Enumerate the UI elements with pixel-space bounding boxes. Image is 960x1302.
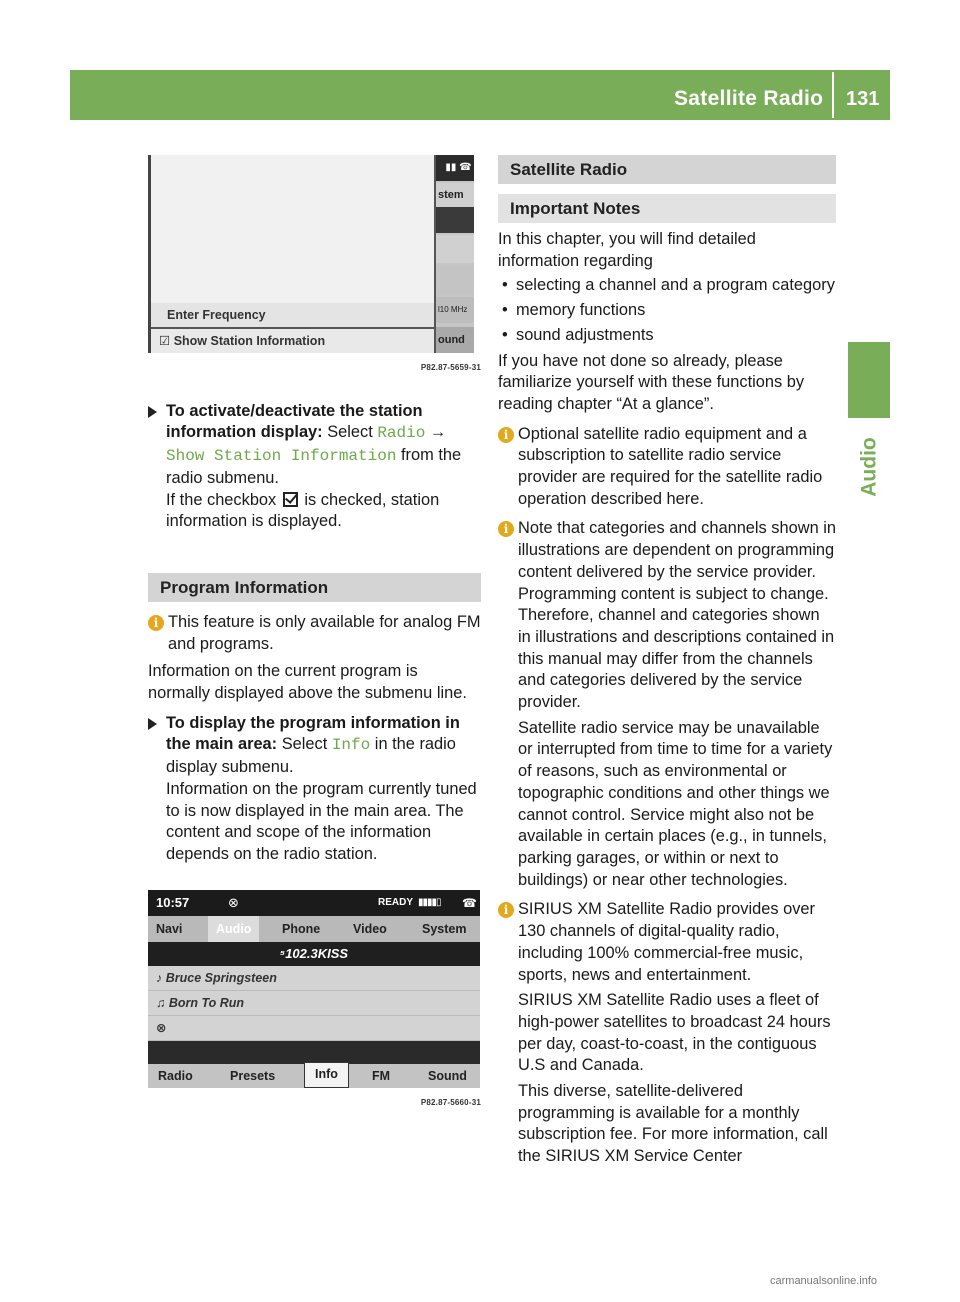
info-icon: i [148, 615, 164, 631]
info-note: i Note that categories and channels shown in illustrations are dependent on programming content delivered by the service provider. Programming content is subject to change. Therefore, channel and categories shown in illustrations and descriptions contained in this manual may differ from the channels and categories delivered by the service provider. Satellite radio service may be unavailable or interrupted from time to time for a variety of reasons, such as environmental or topographic conditions and other things we cannot control. Service might also not be available in certain places (e.g., in tunnels, parking garages, or within or next to buildings) or near other technologies. [498, 518, 836, 891]
screen-gap [148, 1041, 480, 1064]
screenshot-program-info [148, 890, 481, 1114]
code-show-station-information: Show Station Information [166, 447, 397, 466]
submenu [148, 1064, 480, 1088]
menu-navi: Navi [156, 921, 183, 936]
page-number: 131 [846, 88, 880, 110]
menu-row-enter-frequency: Enter Frequency [151, 303, 434, 327]
header-separator [832, 72, 834, 118]
screen-radio-submenu [148, 155, 474, 353]
menu-item-frequency: l10 MHz [436, 297, 474, 323]
menu-item-blank [436, 235, 474, 263]
list-item: • memory functions [498, 300, 836, 322]
list-item: • selecting a channel and a program category [498, 275, 836, 297]
menu-item-system: stem [436, 183, 474, 207]
right-column [498, 155, 836, 1168]
code-radio: Radio [377, 424, 426, 443]
main-menu [148, 916, 480, 942]
menu-audio: Audio [208, 916, 259, 942]
gps-icon: ⊗ [228, 894, 239, 910]
side-label: Audio [858, 437, 882, 497]
footer-watermark: carmanualsonline.info [770, 1275, 878, 1287]
code-info: Info [331, 736, 371, 755]
step-display-program-info: To display the program information in the main area: Select Info in the radio display submenu. Information on the program currently tuned to is now displayed in the main area. The content and scope of the information depends on the radio station. [148, 713, 481, 866]
info-note: i Optional satellite radio equipment and a subscription to satellite radio service provider are required for the satellite radio operation described here. [498, 424, 836, 511]
submenu-presets: Presets [230, 1068, 276, 1083]
submenu-info: Info [304, 1062, 349, 1088]
section-important-notes: Important Notes [498, 194, 836, 223]
checkbox-icon: ☑ [159, 334, 171, 348]
section-satellite-radio: Satellite Radio [498, 155, 836, 184]
info-icon: i [498, 427, 514, 443]
station-name: ⁵102.3KISS [148, 942, 480, 966]
paragraph: In this chapter, you will find detailed information regarding [498, 230, 756, 270]
info-icon: i [498, 521, 514, 537]
submenu-radio: Radio [158, 1068, 193, 1083]
step-arrow-icon [148, 406, 157, 418]
ready-status: READY [378, 896, 414, 908]
screen-right-menu [434, 155, 474, 353]
artist-line: ♪ Bruce Springsteen [148, 966, 480, 991]
list-item: • sound adjustments [498, 325, 836, 347]
info-note: i SIRIUS XM Satellite Radio provides over 130 channels of digital-quality radio, including 100% commercial-free music, sports, news and entertainment. SIRIUS XM Satellite Radio uses a fleet of high-power satellites to broadcast 24 hours per day, coast-to-coast, in the contiguous U.S and Canada. This diverse, satellite-delivered programming is available for a monthly subscription fee. For more information, call the SIRIUS XM Service Center [498, 899, 836, 1167]
menu-system: System [422, 921, 467, 936]
step-activate-station-info: To activate/deactivate the station information display: Select Radio → Show Station Information from the radio submenu. If the checkbox is checked, station information is displayed. [148, 401, 481, 533]
paragraph: If you have not done so already, please familiarize yourself with these functions by reading chapter “At a glance”. [498, 351, 805, 413]
screen-audio-radio [148, 890, 480, 1088]
menu-item-blank [436, 265, 474, 295]
status-bar [148, 890, 480, 916]
section-program-information: Program Information [148, 573, 481, 602]
signal-bars-icon: ▮▮▮▮▯ [418, 896, 441, 908]
left-column [148, 155, 481, 1113]
screen-panel [151, 155, 434, 327]
figure-caption: P82.87-5660-31 [420, 1097, 481, 1107]
info-icon: i [498, 902, 514, 918]
menu-video: Video [353, 921, 387, 936]
status-icons: ▮▮ ☎ [436, 155, 474, 181]
submenu-fm: FM [372, 1068, 391, 1083]
step-arrow-icon [148, 718, 157, 730]
submenu-sound: Sound [428, 1068, 467, 1083]
paragraph: Information on the current program is normally displayed above the submenu line. [148, 662, 467, 703]
figure-caption: P82.87-5659-31 [420, 363, 481, 372]
info-note: i This feature is only available for analog FM and programs. [148, 612, 481, 655]
phone-icon: ☎ [462, 895, 477, 910]
clock: 10:57 [156, 894, 190, 910]
side-tab [848, 342, 890, 418]
menu-item-blank [436, 207, 474, 233]
screenshot-station-info [148, 155, 481, 379]
header-title: Satellite Radio [674, 87, 824, 110]
extra-line: ⊗ [148, 1016, 480, 1041]
checkbox-checked-icon [283, 492, 298, 507]
menu-row-show-station-info: ☑ Show Station Information [151, 329, 434, 353]
menu-phone: Phone [282, 921, 321, 936]
song-line: ♫ Born To Run [148, 991, 480, 1016]
menu-item-sound: ound [436, 327, 474, 353]
